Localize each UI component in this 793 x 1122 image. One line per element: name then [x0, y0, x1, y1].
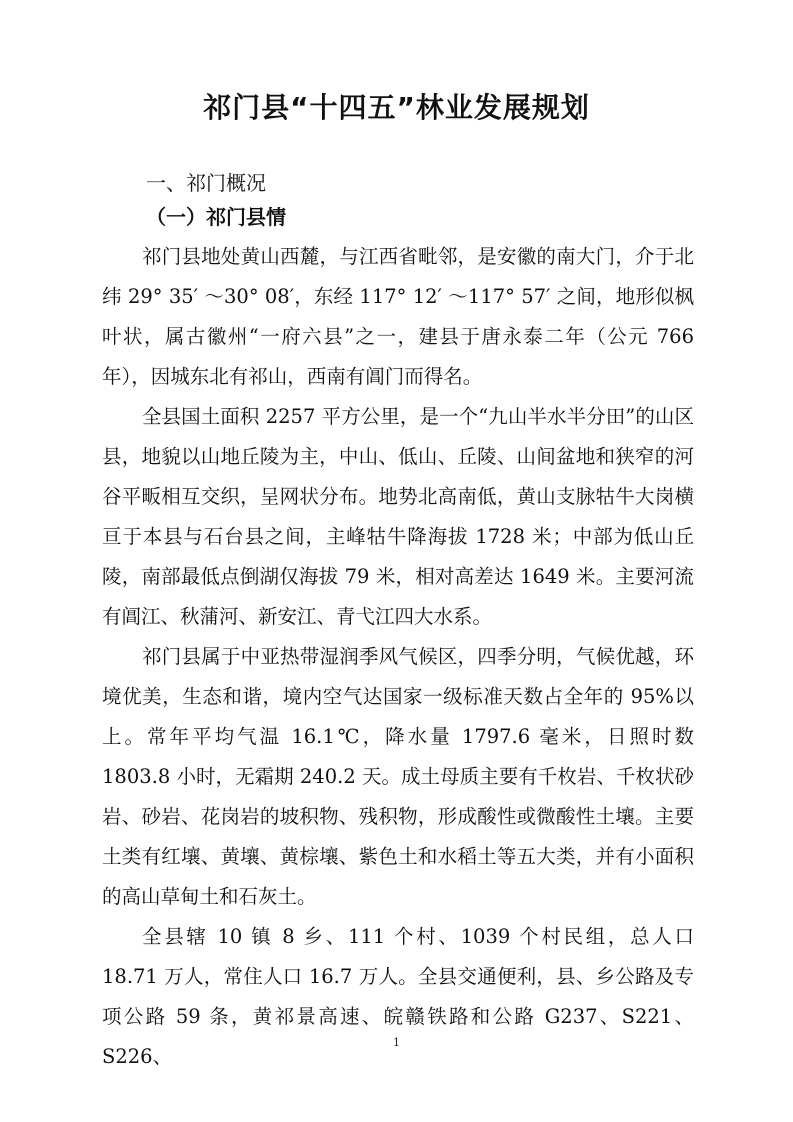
page-number: 1 [393, 1036, 400, 1049]
subsection-heading: （一）祁门县情 [146, 205, 286, 229]
body-text [102, 237, 694, 1077]
paragraph-population: 全县辖 10 镇 8 乡、111 个村、1039 个村民组，总人口 18.71 万人，常住人口 16.7 万人。全县交通便利，县、乡公路及专项公路 59 条，黄祁景高速、皖赣铁路和公路 G237、S221、S226、 [102, 925, 694, 1068]
paragraph-terrain: 全县国土面积 2257 平方公里，是一个“九山半水半分田”的山区县，地貌以山地丘陵为主，中山、低山、丘陵、山间盆地和狭窄的河谷平畈相互交织，呈网状分布。地势北高南低，黄山支脉牯牛大岗横亘于本县与石台县之间，主峰牯牛降海拔 1728 米；中部为低山丘陵，南部最低点倒湖仅海拔 79 米，相对高差达 1649 米。主要河流有阊江、秋蒲河、新安江、青弋江四大水系。 [102, 405, 694, 628]
document-title: 祁门县“十四五”林业发展规划 [203, 91, 590, 124]
section-heading: 一、祁门概况 [146, 171, 266, 195]
paragraph-overview: 祁门县地处黄山西麓，与江西省毗邻，是安徽的南大门，介于北纬 29° 35′ ～30° 08′，东经 117° 12′ ～117° 57′ 之间，地形似枫叶状，属古徽州“一府六县”之一，建县于唐永泰二年（公元 766 年），因城东北有祁山，西南有阊门而得名。 [102, 245, 694, 388]
paragraph-climate: 祁门县属于中亚热带湿润季风气候区，四季分明，气候优越，环境优美，生态和谐，境内空气达国家一级标准天数占全年的 95%以上。常年平均气温 16.1℃，降水量 1797.6 毫米，日照时数 1803.8 小时，无霜期 240.2 天。成土母质主要有千枚岩、千枚状砂岩、砂岩、花岗岩的坡积物、残积物，形成酸性或微酸性土壤。主要土类有红壤、黄壤、黄棕壤、紫色土和水稻土等五大类，并有小面积的高山草甸土和石灰土。 [102, 645, 694, 908]
